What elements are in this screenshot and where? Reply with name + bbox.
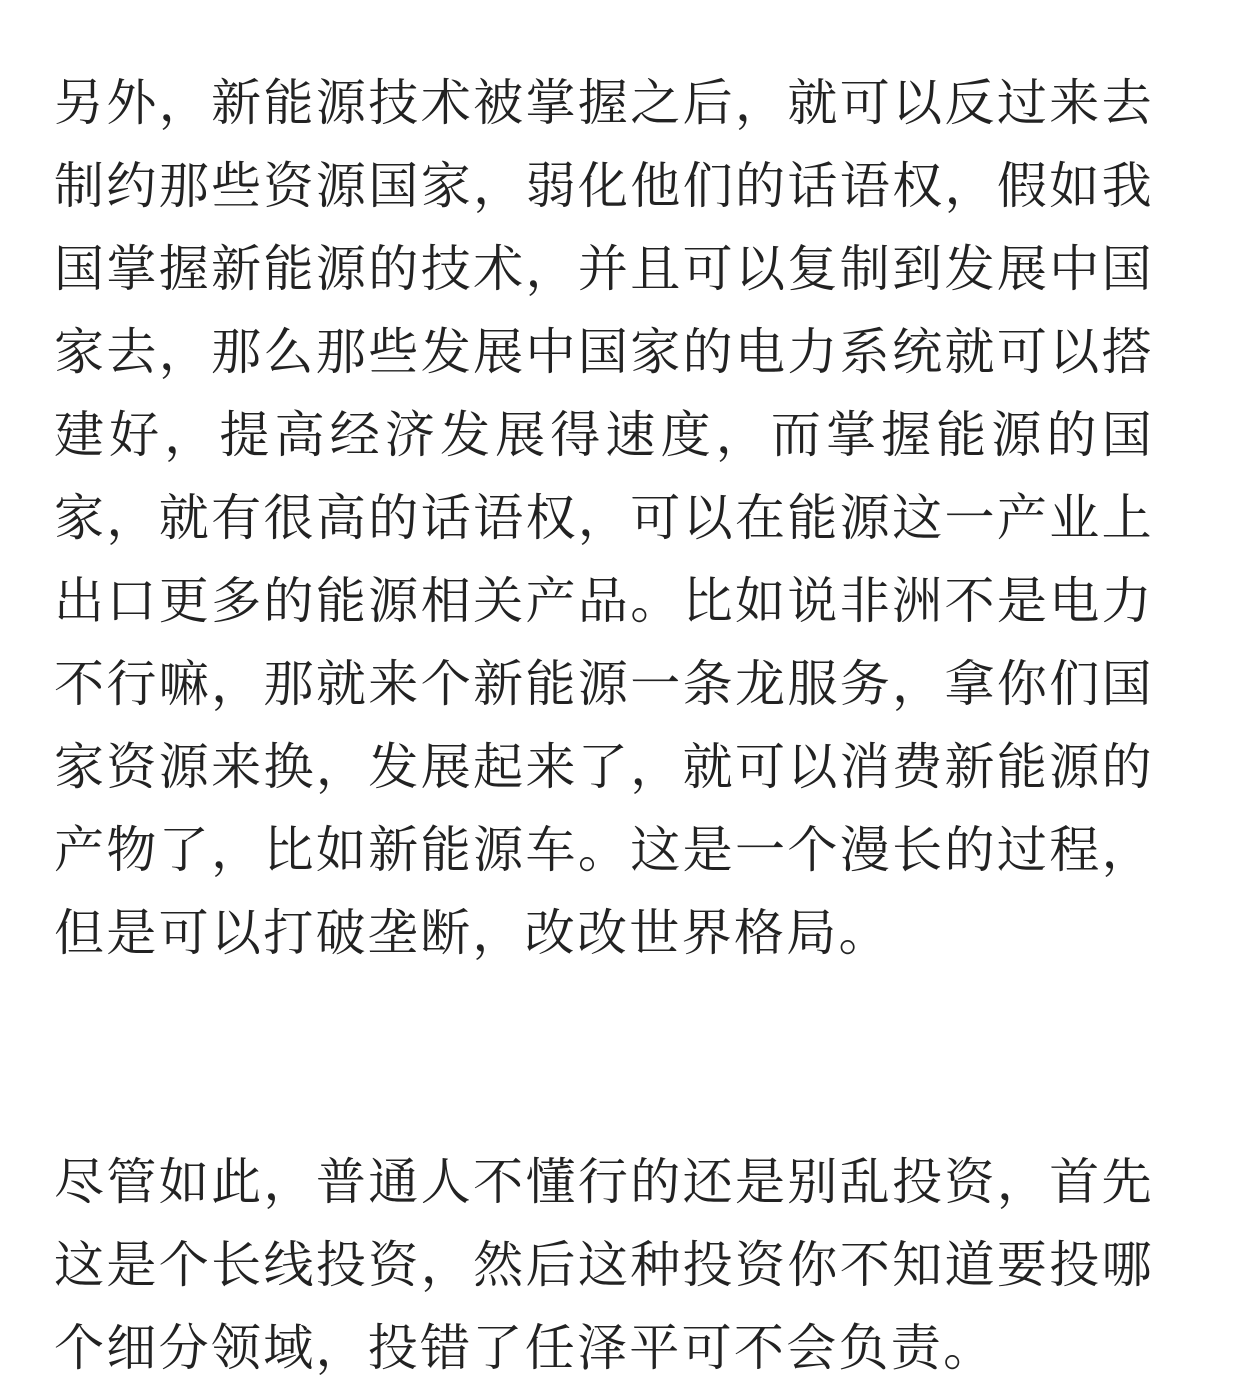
article-body [54, 62, 1154, 1390]
paragraph: 尽管如此，普通人不懂行的还是别乱投资，首先这是个长线投资，然后这种投资你不知道要投哪个细分领域，投错了任泽平可不会负责。 [54, 1153, 1154, 1377]
paragraph: 另外，新能源技术被掌握之后，就可以反过来去制约那些资源国家，弱化他们的话语权，假如我国掌握新能源的技术，并且可以复制到发展中国家去，那么那些发展中国家的电力系统就可以搭建好，提高经济发展得速度，而掌握能源的国家，就有很高的话语权，可以在能源这一产业上出口更多的能源相关产品。比如说非洲不是电力不行嘛，那就来个新能源一条龙服务，拿你们国家资源来换，发展起来了，就可以消费新能源的产物了，比如新能源车。这是一个漫长的过程，但是可以打破垄断，改改世界格局。 [54, 74, 1154, 962]
